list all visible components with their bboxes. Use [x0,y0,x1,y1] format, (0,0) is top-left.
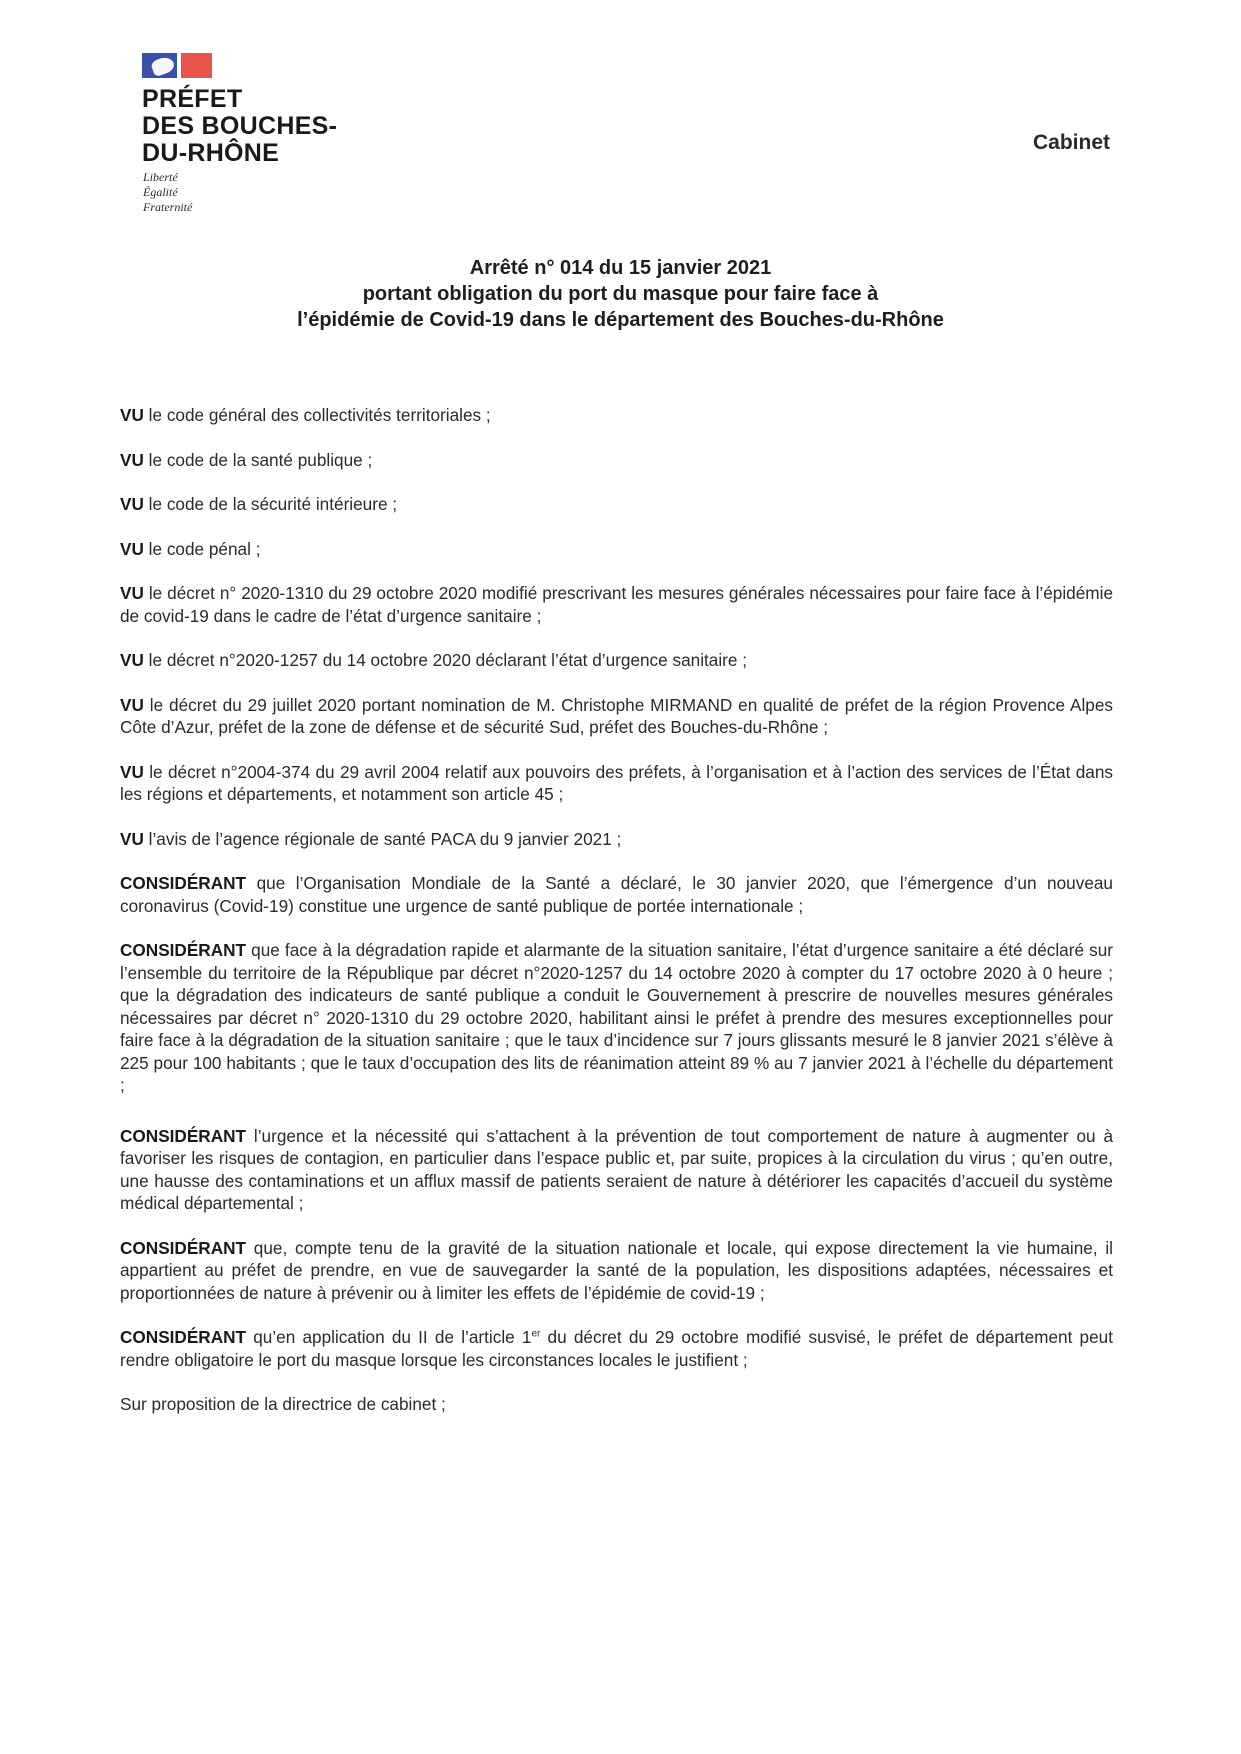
service-name: Cabinet [1032,131,1110,154]
paragraph-text: le décret n°2020-1257 du 14 octobre 2020 déclarant l’état d’urgence sanitaire ; [143,650,748,670]
paragraph-text: qu’en application du II de l’article 1 [246,1327,532,1347]
visa-paragraph [120,694,1113,739]
paragraph-text: le décret du 29 juillet 2020 portant nomination de M. Christophe MIRMAND en qualité de préfet de la région Provence Alpes Côte d’Azur, préfet de la zone de défense et de sécurité Sud, préfet des Bouches-du-Rhône ; [120,694,1113,737]
marianne-logo-icon [142,53,212,78]
paragraph-keyword: VU [120,449,144,470]
considerant-paragraph [120,1125,1113,1215]
decree-title-line: Arrêté n° 014 du 15 janvier 2021 [469,257,772,279]
paragraph-keyword: VU [120,828,144,849]
paragraph-keyword: CONSIDÉRANT [120,873,247,893]
decree-title-line: l’épidémie de Covid-19 dans le département des Bouches-du-Rhône [297,309,944,331]
paragraph-text: Sur proposition de la directrice de cabinet ; [120,1394,446,1414]
considerant-paragraph [120,872,1113,917]
paragraph-keyword: CONSIDÉRANT [120,1125,247,1146]
proposal-paragraph [120,1393,1113,1416]
paragraph-text: que face à la dégradation rapide et alarmante de la situation sanitaire, l’état d’urgence sanitaire a été déclaré sur l’ensemble du territoire de la République par décret n°2020-1257 du 14 octobre 2020 à compter du 17 octobre 2020 à 0 heure ; que la dégradation des indicateurs de santé publique a conduit le Gouvernement à prescrire de nouvelles mesures générales nécessaires par décret n° 2020-1310 du 29 octobre 2020, habilitant ainsi le préfet à prendre des mesures exceptionnelles pour faire face à la dégradation de la situation sanitaire ; que le taux d’incidence sur 7 jours glissants mesuré le 8 janvier 2021 s’élève à 225 pour 100 habitants ; que le taux d’occupation des lits de réanimation atteint 89 % au 7 janvier 2021 à l’échelle du département ; [120,940,1113,1095]
visa-paragraph [120,538,1113,561]
paragraph-keyword: VU [120,494,144,514]
paragraph-text: que, compte tenu de la gravité de la situation nationale et locale, qui expose directement la vie humaine, il appartient au préfet de prendre, en vue de sauvegarder la santé de la population, les dispositions adaptées, nécessaires et proportionnées de nature à prévenir ou à limiter les effets de l’épidémie de covid-19 ; [120,1237,1113,1303]
paragraph-keyword: CONSIDÉRANT [120,940,247,960]
considerant-paragraph [120,939,1113,1097]
paragraph-keyword: CONSIDÉRANT [120,1237,247,1258]
visa-paragraph [120,649,1113,672]
paragraph-keyword: VU [120,650,144,670]
considerant-paragraph [120,1237,1113,1305]
paragraph-text: le code pénal ; [143,538,261,559]
republic-motto [143,170,192,215]
superscript-ordinal: er [531,1328,541,1340]
paragraph-text: l’urgence et la nécessité qui s’attachent à la prévention de tout comportement de nature à augmenter ou à favoriser les risques de contagion, en particulier dans l’espace public et, par suite, propices à la circulation du virus ; qu’en outre, une hausse des contaminations et un afflux massif de patients seraient de nature à détériorer les capacités d’accueil du système médical départemental ; [120,1125,1113,1213]
decree-title-line: portant obligation du port du masque pour faire face à [362,283,879,305]
prefecture-name-line: PRÉFET [142,85,243,113]
visa-paragraph [120,404,1113,427]
visa-paragraph [120,582,1113,627]
letterhead [0,0,1241,230]
paragraph-text: le décret n°2004-374 du 29 avril 2004 relatif aux pouvoirs des préfets, à l’organisation et à l’action des services de l’État dans les régions et départements, et notamment son article 45 ; [120,761,1113,804]
visa-paragraph [120,449,1113,472]
paragraph-text: le code général des collectivités territoriales ; [143,405,491,425]
paragraph-keyword: VU [120,694,144,715]
visa-paragraph [120,493,1113,516]
paragraph-keyword: VU [120,405,144,425]
motto-line: Liberté [143,170,178,184]
paragraph-text: l’avis de l’agence régionale de santé PACA du 9 janvier 2021 ; [143,828,622,849]
paragraph-keyword: CONSIDÉRANT [120,1327,247,1347]
paragraph-keyword: VU [120,538,144,559]
paragraph-text: le code de la sécurité intérieure ; [143,494,398,514]
considerant-paragraph [120,1326,1113,1371]
decree-title [180,255,1061,333]
paragraph-keyword: VU [120,583,144,603]
visa-paragraph [120,761,1113,806]
paragraph-text: le décret n° 2020-1310 du 29 octobre 2020 modifié prescrivant les mesures générales nécessaires pour faire face à l’épidémie de covid-19 dans le cadre de l’état d’urgence sanitaire ; [120,583,1113,626]
prefecture-name [142,86,337,167]
decree-body [120,404,1113,1438]
motto-line: Égalité [143,185,178,199]
prefecture-name-line: DES BOUCHES- [142,112,338,140]
paragraph-text: que l’Organisation Mondiale de la Santé a déclaré, le 30 janvier 2020, que l’émergence d’un nouveau coronavirus (Covid-19) constitue une urgence de santé publique de portée internationale ; [120,873,1113,916]
paragraph-text: du décret du 29 octobre modifié susvisé, le préfet de département peut rendre obligatoire le port du masque lorsque les circonstances locales le justifient ; [120,1327,1113,1370]
prefecture-name-line: DU-RHÔNE [142,139,280,167]
motto-line: Fraternité [143,200,193,214]
paragraph-text: le code de la santé publique ; [143,449,373,470]
paragraph-keyword: VU [120,761,144,782]
visa-paragraph [120,828,1113,851]
